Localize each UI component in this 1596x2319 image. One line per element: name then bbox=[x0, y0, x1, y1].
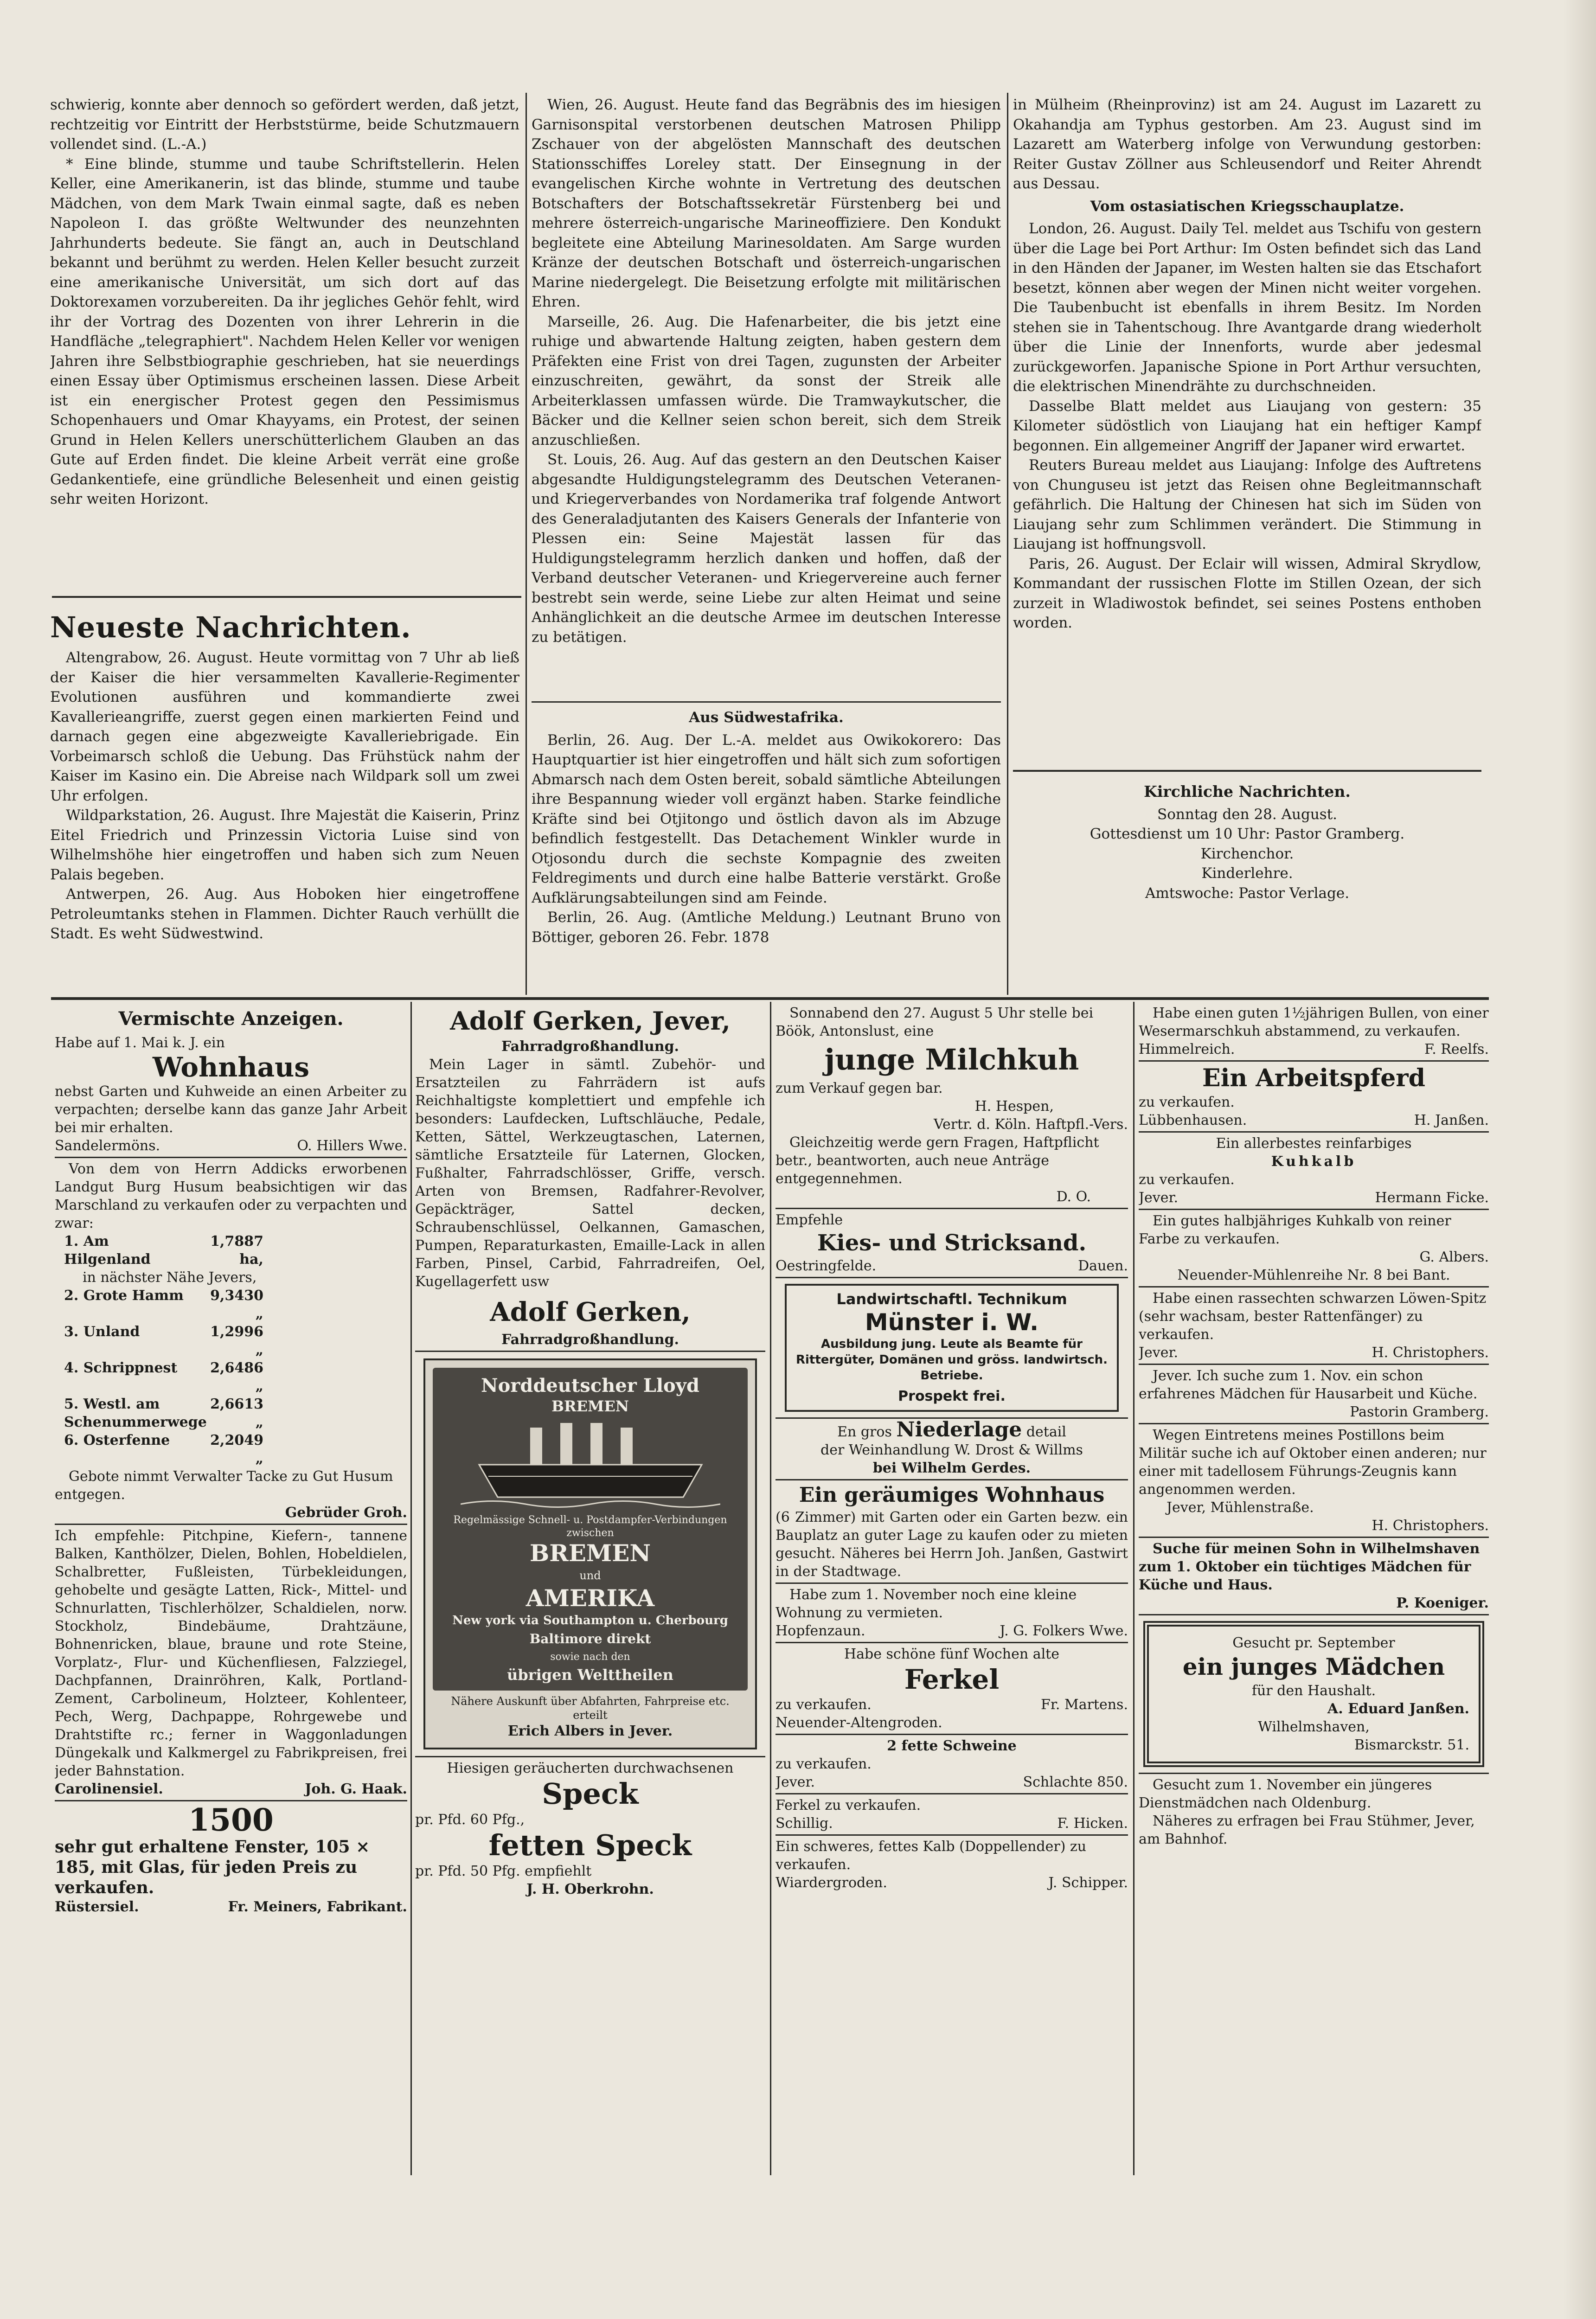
niederlage-text: bei Wilhelm Gerdes. bbox=[872, 1460, 1031, 1476]
ad-signature: H. Hespen, bbox=[974, 1098, 1054, 1115]
ad-place: Neuender-Altengroden. bbox=[776, 1715, 942, 1731]
ad-text: sehr gut erhaltene Fenster, 105 × 185, mit Glas, für jeden Preis zu verkaufen. bbox=[55, 1837, 370, 1897]
ad-place: Wiardergroden. bbox=[776, 1875, 887, 1891]
ad-divider bbox=[1139, 1060, 1489, 1062]
ad-signature: P. Koeniger. bbox=[1396, 1595, 1489, 1611]
ad-divider bbox=[1139, 1423, 1489, 1424]
ad-place: Jever. bbox=[776, 1774, 815, 1790]
ad-title-wohnhaus: Wohnhaus bbox=[152, 1051, 309, 1083]
ad-subtitle: Fahrradgroßhandlung. bbox=[501, 1038, 679, 1055]
ad-divider bbox=[776, 1793, 1128, 1794]
lloyd-amerika: AMERIKA bbox=[526, 1584, 655, 1612]
ads-heading: Vermischte Anzeigen. bbox=[118, 1008, 344, 1030]
ad-title-gerken-2: Adolf Gerken, bbox=[490, 1297, 691, 1327]
section-rule bbox=[52, 596, 521, 598]
ad-signature: O. Hillers Wwe. bbox=[297, 1138, 407, 1154]
ad-signature: D. O. bbox=[1056, 1189, 1091, 1205]
column-divider bbox=[526, 93, 527, 995]
ad-text: Habe einen guten 1½jährigen Bullen, von einer Wesermarschkuh abstammend, zu verkaufen. bbox=[1139, 1005, 1489, 1039]
ad-place: Jever. bbox=[1139, 1345, 1179, 1361]
ad-divider bbox=[55, 1157, 407, 1158]
news-item: Altengrabow, 26. August. Heute vormittag von 7 Uhr ab ließ der Kaiser die hier versammelten Kavallerie-Regimenter Evolutionen ausführen und kommandierte zwei Kavallerieangriffe, zuerst gegen einen markierten Feind und darnach gegen eine abgezweigte Kavalleriebrigade. Ein Vorbeimarsch schloß die Uebung. Das Frühstück nahm der Kaiser im Kasino ein. Die Abreise nach Wildpark soll um zwei Uhr erfolgen. bbox=[50, 649, 519, 804]
ad-divider bbox=[55, 1524, 407, 1525]
column-1 bbox=[50, 95, 519, 587]
ad-signature: F. Hicken. bbox=[1057, 1815, 1128, 1832]
ad-column-divider bbox=[1133, 1002, 1135, 2175]
ad-text: Ein schweres, fettes Kalb (Doppellender) zu verkaufen. bbox=[776, 1839, 1087, 1873]
ad-title-milchkuh: junge Milchkuh bbox=[824, 1043, 1079, 1076]
church-line: Kinderlehre. bbox=[1201, 865, 1293, 882]
section-rule bbox=[532, 701, 1001, 703]
ad-divider bbox=[1139, 1286, 1489, 1288]
ads-separator bbox=[51, 997, 1489, 1000]
land-lot-row: 4. Schrippnest 2,6486 „ bbox=[64, 1360, 263, 1394]
ad-text: zu verkaufen. bbox=[1139, 1094, 1235, 1110]
ad-title-ferkel: Ferkel bbox=[904, 1664, 1000, 1695]
ad-signature: Vertr. d. Köln. Haftpfl.-Vers. bbox=[934, 1116, 1128, 1133]
ad-signature: Gebrüder Groh. bbox=[285, 1505, 407, 1521]
ad-text: zu verkaufen. bbox=[776, 1697, 872, 1713]
ad-price: pr. Pfd. 50 Pfg. empfiehlt bbox=[415, 1863, 592, 1879]
kirche-section bbox=[1013, 779, 1481, 937]
ads-column-3 bbox=[776, 1004, 1128, 2178]
lloyd-agent: Erich Albers in Jever. bbox=[507, 1723, 673, 1739]
ad-place: Himmelreich. bbox=[1139, 1041, 1235, 1057]
ad-signature: H. Janßen. bbox=[1414, 1112, 1489, 1128]
ad-signature: J. Schipper. bbox=[1048, 1875, 1128, 1891]
ad-text: Ein gutes halbjähriges Kuhkalb von reiner Farbe zu verkaufen. bbox=[1139, 1213, 1451, 1247]
ad-signature: H. Christophers. bbox=[1372, 1518, 1489, 1534]
technikum-city: Münster i. W. bbox=[865, 1309, 1039, 1336]
ad-number: 1500 bbox=[188, 1802, 274, 1838]
ad-intro: Hiesigen geräucherten durchwachsenen bbox=[447, 1760, 734, 1776]
ad-text: Mein Lager in sämtl. Zubehör- und Ersatzteilen zu Fahrrädern ist aufs Reichhaltigste komplettiert und empfehle ich besonders: Laufdecken, Luftschläuche, Pedale, Ketten, Sättel, Werkzeugtaschen, Laternen, sämtliche Ersatzteile für Laternen, Glocken, Fußhalter, Fahrradschlösser, Griffe, versch. Arten von Bremsen, Radfahrer-Revolver, Gepäckträger, Sattel decken, Schraubenschlüssel, Oelkannen, Gamaschen, Pumpen, Reparaturkasten, Emaille-Lack in allen Farben, Pinsel, Carbid, Fahrradreifen, Oel, Kugellagerfett usw bbox=[415, 1057, 765, 1290]
church-line: Amtswoche: Pastor Verlage. bbox=[1145, 884, 1350, 902]
ad-signature: Pastorin Gramberg. bbox=[1350, 1404, 1489, 1420]
news-item: Paris, 26. August. Der Eclair will wissen, Admiral Skrydlow, Kommandant der russischen Flotte im Stillen Ozean, der sich zurzeit in Wladiwostok befindet, sei seines Postens enthoben worden. bbox=[1013, 555, 1481, 631]
ad-divider bbox=[776, 1208, 1128, 1209]
ad-divider bbox=[776, 1582, 1128, 1584]
lloyd-text: sowie nach den bbox=[550, 1651, 630, 1663]
news-item: Wien, 26. August. Heute fand das Begräbnis des im hiesigen Garnisonspital verstorbenen deutschen Matrosen Philipp Zschauer von der abgelösten Mannschaft des deutschen Stationsschiffes Loreley statt. Der Einsegnung in der evangelischen Kirche wohnte in Vertretung des deutschen Botschafters der Botschaftssekretär Fürstenberg bei und mehrere österreich-ungarische Marineoffiziere. Den Kondukt begleitete eine Abteilung Marinesoldaten. Am Sarge wurden Kränze der deutschen Botschaft und österreich-ungarischen Marine niedergelegt. Die Beisetzung erfolgte mit militärischen Ehren. bbox=[532, 96, 1001, 310]
ad-intro: Habe auf 1. Mai k. J. ein bbox=[55, 1035, 225, 1051]
ad-signature: Schlachte 850. bbox=[1023, 1774, 1128, 1790]
ad-signature: G. Albers. bbox=[1419, 1249, 1489, 1265]
ad-text: zum Verkauf gegen bar. bbox=[776, 1080, 943, 1096]
lloyd-title: Norddeutscher Lloyd bbox=[481, 1375, 699, 1397]
niederlage-text: der Weinhandlung W. Drost & Willms bbox=[820, 1442, 1083, 1458]
ad-place: Schillig. bbox=[776, 1815, 833, 1832]
ad-text: Wegen Eintretens meines Postillons beim Militär suche ich auf Oktober einen anderen; nur einer mit tadellosem Führungs-Zeugnis kann angenommen werden. bbox=[1139, 1427, 1487, 1498]
news-item: London, 26. August. Daily Tel. meldet aus Tschifu von gestern über die Lage bei Port Arthur: Im Osten befindet sich das Land in den Händen der Japaner, im Westen halten sie das Etschafort besetzt, können aber wegen der Minen nicht weiter vorgehen. Die Taubenbucht ist ebenfalls in ihrem Besitz. Im Norden stehen sie in Tahentschoug. Ihre Avantgarde drang wiederholt über die Linie der Innenforts, wurde aber jedesmal zurückgeworfen. Japanische Spione in Port Arthur versuchten, die elektrischen Minendrähte zu durchschneiden. bbox=[1013, 220, 1481, 395]
section-heading: Kirchliche Nachrichten. bbox=[1144, 782, 1351, 801]
ad-text: Jever. Ich suche zum 1. Nov. ein schon erfahrenes Mädchen für Hausarbeit und Küche. bbox=[1139, 1368, 1478, 1402]
column-3 bbox=[1013, 95, 1481, 756]
ad-divider bbox=[415, 1756, 765, 1757]
news-item: St. Louis, 26. Aug. Auf das gestern an den Deutschen Kaiser abgesandte Huldigungstelegramm des Deutschen Veteranen- und Kriegerverbandes von Nordamerika traf folgende Antwort des Generaladjutanten des Kaisers Generals der Infanterie von Plessen ein: Seine Majestät lassen für das Huldigungstelegramm herzlich danken und hoffen, daß der Verband deutscher Veteranen- und Kriegervereine auch ferner bestrebt sein werde, seine Liebe zur alten Heimat und seine Anhänglichkeit an die deutsche Armee im deutschen Interesse zu betätigen. bbox=[532, 451, 1001, 646]
ad-text: zu verkaufen. bbox=[776, 1756, 872, 1772]
ad-title-pferd: Ein Arbeitspferd bbox=[1202, 1064, 1426, 1092]
section-heading: Neueste Nachrichten. bbox=[50, 610, 411, 644]
church-line: Gottesdienst um 10 Uhr: Pastor Gramberg. bbox=[1090, 826, 1405, 842]
technikum-prospekt: Prospekt frei. bbox=[898, 1388, 1006, 1404]
ad-text: Von dem von Herrn Addicks erworbenen Landgut Burg Husum beabsichtigen wir das Marschland zu verkaufen oder zu verpachten und zwar: bbox=[55, 1161, 407, 1231]
ads-column-1 bbox=[55, 1004, 407, 2178]
ad-place: Sandelermöns. bbox=[55, 1138, 160, 1154]
ad-divider bbox=[415, 1351, 765, 1352]
lloyd-und: und bbox=[579, 1569, 601, 1582]
technikum-text: Ausbildung jung. Leute als Beamte für Rittergüter, Domänen und gröss. landwirtsch. Betriebe. bbox=[795, 1337, 1108, 1383]
ads-column-4 bbox=[1139, 1004, 1489, 2178]
land-lot-row: 5. Westl. am Schenummerwege 2,6613 „ bbox=[64, 1396, 263, 1430]
ad-signature: Fr. Meiners, Fabrikant. bbox=[228, 1899, 407, 1915]
news-item: Dasselbe Blatt meldet aus Liaujang von gestern: 35 Kilometer südöstlich von Liaujang hat ein heftiger Kampf begonnen. Ein allgemeiner Angriff der Japaner wird erwartet. bbox=[1013, 397, 1481, 454]
technikum-advert bbox=[785, 1284, 1119, 1412]
ad-text: Suche für meinen Sohn in Wilhelmshaven zum 1. Oktober ein tüchtiges Mädchen für Küche und Haus. bbox=[1139, 1541, 1480, 1593]
ad-signature: J. H. Oberkrohn. bbox=[526, 1881, 654, 1897]
news-item: in Mülheim (Rheinprovinz) ist am 24. August im Lazarett zu Okahandja am Typhus gestorben. Am 23. August sind im Lazarett am Waterberg infolge von Verwundung gestorben: Reiter Gustav Zöllner aus Schleusendorf und Reiter Ahrendt aus Dessau. bbox=[1013, 96, 1481, 192]
news-item: Berlin, 26. Aug. Der L.-A. meldet aus Owikokorero: Das Hauptquartier ist hier eingetroffen und hält sich zum sofortigen Abmarsch nach dem Osten bereit, sobald sämtliche Abteilungen ihre Bespannung wieder voll ergänzt haben. Starke feindliche Kräfte sind bei Otjitongo und östlich davon als im Abzuge befindlich festgestellt. Das Detachement Winkler wurde in Otjosondu durch die sechste Kompagnie des zweiten Feldregiments und durch eine halbe Batterie verstärkt. Große Aufklärungsabteilungen sind am Feinde. bbox=[532, 731, 1001, 906]
ad-text: Ferkel zu verkaufen. bbox=[776, 1797, 921, 1813]
ad-text: nebst Garten und Kuhweide an einen Arbeiter zu verpachten; derselbe kann das ganze Jahr Arbeit bei mir erhalten. bbox=[55, 1083, 407, 1136]
land-lot-row: 2. Grote Hamm 9,3430 „ bbox=[64, 1288, 263, 1322]
ad-place: Carolinensiel. bbox=[55, 1781, 163, 1797]
ad-signature: Joh. G. Haak. bbox=[305, 1781, 407, 1797]
section-heading: Aus Südwestafrika. bbox=[689, 709, 844, 726]
ad-place: Jever. bbox=[1139, 1190, 1179, 1206]
ad-intro: Sonnabend den 27. August 5 Uhr stelle bei Böök, Antonslust, eine bbox=[776, 1005, 1094, 1039]
ad-place: Bismarckstr. 51. bbox=[1354, 1737, 1469, 1753]
ad-divider bbox=[55, 1800, 407, 1801]
church-line: Kirchenchor. bbox=[1200, 845, 1294, 862]
ad-place: Rüstersiel. bbox=[55, 1899, 139, 1915]
ad-title-maedchen: ein junges Mädchen bbox=[1182, 1653, 1445, 1680]
ad-divider bbox=[1139, 1773, 1489, 1774]
ad-divider bbox=[776, 1479, 1128, 1480]
ad-place: Lübbenhausen. bbox=[1139, 1112, 1247, 1128]
ad-divider bbox=[1139, 1537, 1489, 1538]
ad-signature: Fr. Martens. bbox=[1041, 1697, 1128, 1713]
framed-advert bbox=[1143, 1621, 1484, 1767]
ad-text: Gleichzeitig werde gern Fragen, Haftpflicht betr., beantworten, auch neue Anträge entgegennehmen. bbox=[776, 1134, 1099, 1187]
ad-divider bbox=[776, 1834, 1128, 1836]
ad-title-kuhkalb: Kuhkalb bbox=[1271, 1153, 1357, 1170]
news-item: Wildparkstation, 26. August. Ihre Majestät die Kaiserin, Prinz Eitel Friedrich und Prinzessin Victoria Luise sind von Wilhelmshöhe hier eingetroffen und haben sich zum Neuen Palais begeben. bbox=[50, 807, 519, 883]
lloyd-text: Regelmässige Schnell- u. Postdampfer-Verbindungen zwischen bbox=[453, 1514, 727, 1539]
ad-signature: Dauen. bbox=[1078, 1258, 1128, 1274]
ad-signature: A. Eduard Janßen. bbox=[1327, 1701, 1469, 1717]
lloyd-bremen: BREMEN bbox=[529, 1539, 651, 1567]
ad-place: Neuender-Mühlenreihe Nr. 8 bei Bant. bbox=[1177, 1267, 1450, 1283]
news-item: Marseille, 26. Aug. Die Hafenarbeiter, die bis jetzt eine ruhige und abwartende Haltung zeigten, haben gestern dem Präfekten eine Frist von drei Tagen, zugunsten der Arbeiter einzuschreiten, gewährt, da sonst der Streik alle Arbeiterklassen umfassen würde. Die Tramwaykutscher, die Bäcker und die Kellner seien schon bereit, sich dem Streik anzuschließen. bbox=[532, 313, 1001, 448]
ad-place: Hopfenzaun. bbox=[776, 1623, 865, 1639]
ad-intro: Ein allerbestes reinfarbiges bbox=[1216, 1135, 1412, 1152]
lloyd-advert bbox=[423, 1358, 757, 1749]
niederlage-line: En gros Niederlage detail bbox=[837, 1418, 1066, 1441]
column-2 bbox=[532, 95, 1001, 693]
land-lot-row: 3. Unland 1,2996 „ bbox=[64, 1324, 263, 1358]
news-item: Berlin, 26. Aug. (Amtliche Meldung.) Leutnant Bruno von Böttiger, geboren 26. Febr. 1878 bbox=[532, 909, 1001, 946]
lloyd-info: Nähere Auskunft über Abfahrten, Fahrpreise etc. erteilt bbox=[451, 1695, 730, 1722]
lloyd-city: BREMEN bbox=[551, 1397, 629, 1415]
ad-title-wohnhaus-2: Ein geräumiges Wohnhaus bbox=[799, 1483, 1105, 1507]
lloyd-route: Baltimore direkt bbox=[529, 1631, 651, 1646]
ad-column-divider bbox=[410, 1002, 412, 2175]
section-heading: Vom ostasiatischen Kriegsschauplatze. bbox=[1090, 198, 1404, 215]
ad-divider bbox=[776, 1734, 1128, 1735]
ad-signature: F. Reelfs. bbox=[1424, 1041, 1489, 1057]
ad-price: pr. Pfd. 60 Pfg., bbox=[415, 1812, 525, 1828]
ad-text-holz: Ich empfehle: Pitchpine, Kiefern-, tannene Balken, Kanthölzer, Dielen, Bohlen, Hobeldielen, Schalbretter, Fußleisten, Türbekleidungen, gehobelte und gesägte Latten, Rick-, Mittel- und Schnurlatten, Tischlerhölzer, Schaldielen, norw. Stockholz, Bindebäume, Drahtzäune, Bohnenricken, blaue, braune und rote Steine, Vorplatz-, Flur- und Küchenfliesen, Falzziegel, Dachpfannen, Drainröhren, Kalk, Portland-Zement, Carbolineum, Holzteer, Kohlenteer, Pech, Werg, Dachpappe, Rohrgewebe und Drahtstifte rc.; ferner in Waggonladungen Düngekalk und Kalkmergel zu Fabrikpreisen, frei jeder Bahnstation. bbox=[55, 1528, 407, 1779]
ad-intro: Empfehle bbox=[776, 1212, 843, 1228]
ads-column-2 bbox=[415, 1004, 765, 2178]
ad-intro: Gesucht pr. September bbox=[1232, 1635, 1395, 1651]
ad-place: Jever, Mühlenstraße. bbox=[1167, 1499, 1314, 1516]
ad-text: zu verkaufen. bbox=[1139, 1172, 1235, 1188]
ad-text: Näheres zu erfragen bei Frau Stühmer, Jever, am Bahnhof. bbox=[1139, 1813, 1475, 1847]
ad-title-speck: Speck bbox=[542, 1777, 639, 1811]
ad-title-schweine: 2 fette Schweine bbox=[887, 1738, 1017, 1754]
ad-divider bbox=[776, 1277, 1128, 1278]
lloyd-text: übrigen Welttheilen bbox=[507, 1666, 673, 1684]
section-rule bbox=[1013, 770, 1481, 772]
ad-title-kies: Kies- und Stricksand. bbox=[817, 1230, 1087, 1256]
ad-title-speck-2: fetten Speck bbox=[488, 1828, 692, 1862]
ad-text: Gebote nimmt Verwalter Tacke zu Gut Husum entgegen. bbox=[55, 1468, 393, 1503]
ad-divider bbox=[1139, 1364, 1489, 1365]
steamship-icon bbox=[461, 1418, 720, 1511]
ad-title-gerken: Adolf Gerken, Jever, bbox=[450, 1006, 731, 1036]
land-lot-row: 1. Am Hilgenland 1,7887 ha, bbox=[64, 1233, 263, 1268]
ad-text: (6 Zimmer) mit Garten oder ein Garten bezw. ein Bauplatz an guter Lage zu kaufen oder zu mieten gesucht. Näheres bei Herrn Joh. Janßen, Gastwirt in der Stadtwage. bbox=[776, 1509, 1128, 1580]
ad-signature: Hermann Ficke. bbox=[1375, 1190, 1489, 1206]
ad-place: Oestringfelde. bbox=[776, 1258, 877, 1274]
ad-place: Wilhelmshaven, bbox=[1258, 1719, 1370, 1735]
ad-divider bbox=[1139, 1131, 1489, 1133]
ad-text: Habe zum 1. November noch eine kleine Wohnung zu vermieten. bbox=[776, 1587, 1077, 1621]
ad-intro: Habe schöne fünf Wochen alte bbox=[844, 1646, 1059, 1662]
land-lot-row: 6. Osterfenne 2,2049 „ bbox=[64, 1432, 263, 1467]
ad-signature: J. G. Folkers Wwe. bbox=[1000, 1623, 1128, 1639]
technikum-title: Landwirtschaftl. Technikum bbox=[836, 1290, 1067, 1308]
ad-text: Habe einen rassechten schwarzen Löwen-Spitz (sehr wachsam, bester Rattenfänger) zu verkaufen. bbox=[1139, 1290, 1487, 1343]
article-paragraph: schwierig, konnte aber dennoch so gefördert werden, daß jetzt, rechtzeitig vor Eintritt der Herbststürme, beide Schutzmauern vollendet sind. (L.-A.) bbox=[50, 96, 519, 153]
ad-signature: H. Christophers. bbox=[1372, 1345, 1489, 1361]
ad-divider bbox=[1139, 1614, 1489, 1615]
lloyd-route: New york via Southampton u. Cherbourg bbox=[452, 1614, 728, 1627]
neueste-section bbox=[50, 605, 519, 995]
land-lot-row: in nächster Nähe Jevers, bbox=[83, 1269, 257, 1286]
ad-divider bbox=[776, 1642, 1128, 1643]
ad-text: für den Haushalt. bbox=[1251, 1683, 1376, 1699]
suedwest-section bbox=[532, 705, 1001, 995]
news-item: Reuters Bureau meldet aus Liaujang: Infolge des Auftretens von Chunguseu ist jetzt das Reisen ohne Begleitmannschaft gefährlich. Die Haltung der Chinesen hat sich im Süden von Liaujang sehr zum Schlimmen verändert. Die Stimmung in Liaujang ist hoffnungsvoll. bbox=[1013, 457, 1481, 552]
ad-subtitle: Fahrradgroßhandlung. bbox=[501, 1332, 679, 1348]
article-helen-keller: * Eine blinde, stumme und taube Schriftstellerin. Helen Keller, eine Amerikanerin, ist das blinde, stumme und taube Mädchen, von dem Mark Twain einmal sagte, daß es neben Napoleon I. das größte Weltwunder des neunzehnten Jahrhunderts bedeute. Sie fängt an, auch in Deutschland bekannt und berühmt zu werden. Helen Keller besucht zurzeit eine amerikanische Universität, um sich dort auf das Doktorexamen vorzubereiten. Da ihr jegliches Gehör fehlt, wird ihr der Vortrag des Dozenten von ihrer Lehrerin in die Handfläche „telegraphiert". Nachdem Helen Keller vor wenigen Jahren ihre Selbstbiographie geschrieben, hat sie neuerdings einen Essay über Optimismus erscheinen lassen. Diese Arbeit ist ein energischer Protest gegen den Pessimismus Schopenhauers und Omar Khayyams, ein Protest, der seinen Grund in Helen Kellers unerschütterlichem Glauben an das Gute auf Erden findet. Die kleine Arbeit verrät eine große Gedankentiefe, eine gründliche Belesenheit und einen geistig sehr weiten Horizont. bbox=[50, 155, 519, 507]
ad-divider bbox=[1139, 1209, 1489, 1210]
news-item: Antwerpen, 26. Aug. Aus Hoboken hier eingetroffene Petroleumtanks stehen in Flammen. Dichter Rauch verhüllt die Stadt. Es weht Südwestwind. bbox=[50, 886, 519, 942]
lloyd-poster bbox=[433, 1368, 748, 1691]
ad-text: Gesucht zum 1. November ein jüngeres Dienstmädchen nach Oldenburg. bbox=[1139, 1777, 1432, 1811]
ad-column-divider bbox=[770, 1002, 771, 2175]
column-divider bbox=[1007, 93, 1008, 995]
church-line: Sonntag den 28. August. bbox=[1157, 806, 1337, 823]
